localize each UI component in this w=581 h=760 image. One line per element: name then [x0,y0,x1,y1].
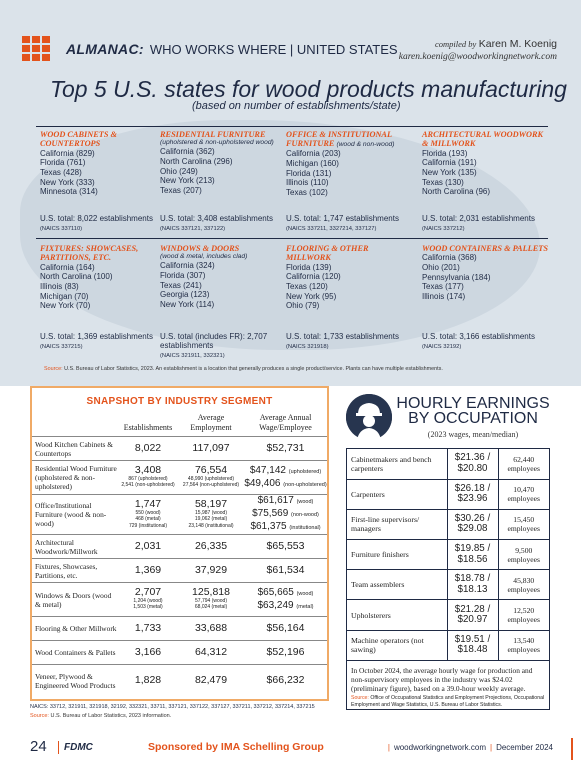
category-subheading: (upholstered & non-upholstered wood) [160,139,274,147]
snapshot-table-box [30,386,329,701]
state-item: New York (70) [40,301,91,311]
table-row [32,437,327,461]
state-item: California (324) [160,261,215,271]
divider [36,126,548,127]
wage-cell: $66,232 [244,665,327,697]
establishments-cell: 3,166 [118,641,178,665]
wage-cell: $61,617 (wood) $75,569 (non-wood) $61,375 (institutional) [244,495,327,535]
author-name: Karen M. Koenig [478,38,557,50]
category-total: U.S. total: 3,408 establishments (NAICS 337121, 337122) [160,214,273,232]
employment-cell: 37,929 [178,559,244,583]
category-total: U.S. total: 8,022 establishments (NAICS 337110) [40,214,153,232]
brand-label: ALMANAC: [66,41,144,57]
state-item: Texas (177) [422,282,464,292]
state-item: Georgia (123) [160,290,210,300]
state-item: Texas (130) [422,177,464,187]
table-row [32,665,327,697]
state-item: Ohio (249) [160,166,198,176]
employees-cell: 9,500 employees [498,540,549,570]
wage-cell: $56,164 [244,617,327,641]
page-number: 24 [30,738,47,755]
state-item: California (191) [422,158,477,168]
state-item: Illinois (83) [40,282,79,291]
state-item: Pennsylvania (184) [422,272,491,282]
occupation-name: Machine operators (not sawing) [347,630,447,660]
wage-cell: $19.85 / $18.56 [447,540,498,570]
state-item: Ohio (79) [286,301,320,311]
category-card [160,244,280,359]
state-item: Florida (193) [422,148,468,158]
segment-name: Veneer, Plywood & Engineered Wood Products [32,665,118,697]
state-item: Texas (102) [286,187,328,197]
employment-cell: 125,818 57,794 (wood) 68,024 (metal) [178,583,244,617]
segment-name: Wood Kitchen Cabinets & Countertops [32,437,118,461]
table-row [32,617,327,641]
category-card [40,244,160,354]
wage-cell: $26.18 / $23.96 [447,479,498,509]
establishments-cell: 2,707 1,204 (wood) 1,503 (metal) [118,583,178,617]
occupation-name: Team assemblers [347,570,447,600]
occupation-name: Furniture finishers [347,540,447,570]
employment-cell: 64,312 [178,641,244,665]
category-heading: FIXTURES: SHOWCASES, PARTITIONS, ETC. [40,244,139,263]
state-item: Illinois (110) [286,178,329,188]
state-item: Michigan (160) [286,159,339,168]
sponsor-line: Sponsored by IMA Schelling Group [148,741,324,753]
hourly-subtitle: (2023 wages, mean/median) [427,430,519,439]
establishments-cell: 1,733 [118,617,178,641]
occupation-name: Upholsterers [347,600,447,630]
table-row [32,583,327,617]
employees-cell: 62,440 employees [498,449,549,479]
table-row [347,449,549,479]
state-item: California (362) [160,147,215,157]
wage-cell: $21.28 / $20.97 [447,600,498,630]
column-header [32,410,118,437]
state-item: North Carolina (96) [422,187,491,197]
state-item: Texas (207) [160,185,202,195]
state-item: California (164) [40,262,95,272]
segment-name: Flooring & Other Millwork [32,617,118,641]
page-title: Top 5 U.S. states for wood products manufacturing [50,76,567,102]
state-item: Florida (307) [160,271,206,280]
table-row [32,535,327,559]
divider [36,238,548,239]
divider [571,738,573,760]
category-total: U.S. total: 1,733 establishments (NAICS 321918) [286,332,399,350]
category-card [422,244,548,354]
wage-cell: $61,534 [244,559,327,583]
employees-cell: 13,540 employees [498,630,549,660]
almanac-logo-icon [22,36,60,62]
wage-cell: $18.78 / $18.13 [447,570,498,600]
table-row [347,630,549,660]
segment-name: Wood Containers & Pallets [32,641,118,665]
wage-cell: $52,196 [244,641,327,665]
state-item: New York (114) [160,299,215,309]
wage-cell: $19.51 / $18.48 [447,630,498,660]
table-row [32,461,327,495]
establishments-cell: 2,031 [118,535,178,559]
category-heading: WOOD CONTAINERS & PALLETS [422,244,548,253]
state-item: Michigan (70) [40,291,89,301]
establishments-cell: 1,828 [118,665,178,697]
category-heading: ARCHITECTURAL WOODWORK & MILLWORK [422,130,544,149]
employees-cell: 15,450 employees [498,509,549,539]
establishments-cell: 3,408 867 (upholstered) 2,541 (non-upholstered) [118,461,178,495]
state-item: California (120) [286,272,341,282]
segment-name: Office/Institutional Furniture (wood & non-wood) [32,495,118,535]
occupation-name: First-line supervisors/ managers [347,509,447,539]
snapshot-table [32,410,327,697]
employment-cell: 76,554 48,990 (upholstered) 27,564 (non-upholstered) [178,461,244,495]
category-card [160,130,280,236]
compiled-by-label: compiled by [434,39,477,49]
state-item: California (829) [40,148,95,158]
column-header: Establishments [123,423,173,432]
state-item: New York (213) [160,176,215,186]
category-total: U.S. total (includes FR): 2,707 establishments (NAICS 321911, 332321) [160,332,268,359]
category-total: U.S. total: 1,369 establishments (NAICS 337215) [40,332,153,350]
category-card [286,130,406,236]
source-note: Source: Office of Occupational Statistics and Employment Projections, Occupational Employment and Wage Statistics, U.S. Bureau of Labor Statistics. [351,695,545,709]
issue-date: December 2024 [496,743,553,752]
state-item: New York (333) [40,177,95,187]
employment-cell: 26,335 [178,535,244,559]
table-row [32,495,327,535]
category-total: U.S. total: 2,031 establishments (NAICS 337212) [422,214,535,232]
site-link[interactable]: woodworkingnetwork.com [393,743,486,752]
category-total: U.S. total: 1,747 establishments (NAICS 337211, 3327214, 337127) [286,214,399,232]
wage-cell: $21.36 / $20.80 [447,449,498,479]
section-header [22,36,398,62]
category-heading: FLOORING & OTHER MILLWORK [286,244,369,263]
state-item: North Carolina (296) [160,157,233,166]
employment-cell: 117,097 [178,437,244,461]
page-footer [0,738,581,758]
table-row [347,600,549,630]
state-item: Florida (761) [40,158,86,168]
segment-name: Windows & Doors (wood & metal) [32,583,118,617]
table-row [32,641,327,665]
category-card [422,130,548,236]
establishments-cell: 1,747 550 (wood) 468 (metal) 729 (institutional) [118,495,178,535]
wage-note: In October 2024, the average hourly wage for production and non-supervisory employees in the industry was $24.02 (preliminary figure), based on a 39.0-hour weekly average. [351,665,533,694]
wage-cell: $52,731 [244,437,327,461]
category-heading: RESIDENTIAL FURNITURE [160,130,266,139]
segment-name: Architectural Woodwork/Millwork [32,535,118,559]
wage-cell: $47,142 (upholstered) $49,406 (non-upholstered) [244,461,327,495]
employees-cell: 45,830 employees [498,570,549,600]
state-item: Texas (241) [160,280,202,290]
state-item: California (368) [422,253,477,263]
occupation-table [347,449,549,661]
byline [399,38,557,63]
occupation-name: Cabinetmakers and bench carpenters [347,449,447,479]
state-item: Texas (120) [286,282,328,291]
table-row [32,559,327,583]
state-item: New York (95) [286,291,337,301]
state-item: Minnesota (314) [40,187,98,197]
state-item: Florida (131) [286,168,332,178]
wage-cell: $30.26 / $29.08 [447,509,498,539]
state-item: Illinois (174) [422,291,466,301]
snapshot-title: SNAPSHOT BY INDUSTRY SEGMENT [86,396,273,407]
category-card [40,130,160,236]
naics-codes: NAICS: 33712, 321911, 321918, 32192, 332321, 33711, 337121, 337122, 337127, 337211, 337212, 337214, 337215 [30,704,315,710]
employees-cell: 12,520 employees [498,600,549,630]
table-row [347,509,549,539]
category-card [286,244,406,354]
page-subtitle: (based on number of establishments/state) [192,100,401,112]
site-date: | woodworkingnetwork.com | December 2024 [387,743,553,752]
state-item: Ohio (201) [422,263,460,272]
column-header: Average Employment [190,413,232,432]
divider [58,741,59,754]
table-row [347,479,549,509]
worker-hardhat-icon [346,394,392,440]
wage-cell: $65,665 (wood) $63,249 (metal) [244,583,327,617]
employment-cell: 58,197 15,987 (wood) 19,062 (metal) 23,148 (institutional) [178,495,244,535]
employment-cell: 82,479 [178,665,244,697]
segment-name: Fixtures, Showcases, Partitions, etc. [32,559,118,583]
series-label: WHO WORKS WHERE | UNITED STATES [149,41,398,57]
occupation-table-box [346,448,550,710]
author-email[interactable]: karen.koenig@woodworkingnetwork.com [398,52,557,62]
state-rankings [36,126,548,358]
establishments-cell: 8,022 [118,437,178,461]
category-total: U.S. total: 3,166 establishments (NAICS 32192) [422,332,535,350]
table-row [347,570,549,600]
state-item: New York (135) [422,168,477,177]
establishments-cell: 1,369 [118,559,178,583]
employees-cell: 10,470 employees [498,479,549,509]
state-item: Florida (139) [286,262,332,272]
employment-cell: 33,688 [178,617,244,641]
source-note: Source: U.S. Bureau of Labor Statistics, 2023 information. [30,713,172,719]
occupation-name: Carpenters [347,479,447,509]
state-item: North Carolina (100) [40,272,113,282]
category-subheading: (wood & metal, includes clad) [160,253,248,261]
category-heading: OFFICE & INSTITUTIONAL FURNITURE (wood & non-wood) [286,130,395,149]
table-row [347,540,549,570]
hourly-title: HOURLY EARNINGS BY OCCUPATION [396,395,550,427]
state-item: California (203) [286,149,341,159]
category-heading: WINDOWS & DOORS [160,244,240,253]
category-heading: WOOD CABINETS & COUNTERTOPS [40,130,117,149]
column-header: Average Annual Wage/Employee [259,413,312,432]
wage-cell: $65,553 [244,535,327,559]
segment-name: Residential Wood Furniture (upholstered & non-upholstered) [32,461,118,495]
state-item: Texas (428) [40,168,82,177]
magazine-logo: FDMC [64,742,93,753]
source-note: Source: U.S. Bureau of Labor Statistics, 2023. An establishment is a location that generally produces a single product/service. Plants can have multiple establishments. [44,366,443,372]
